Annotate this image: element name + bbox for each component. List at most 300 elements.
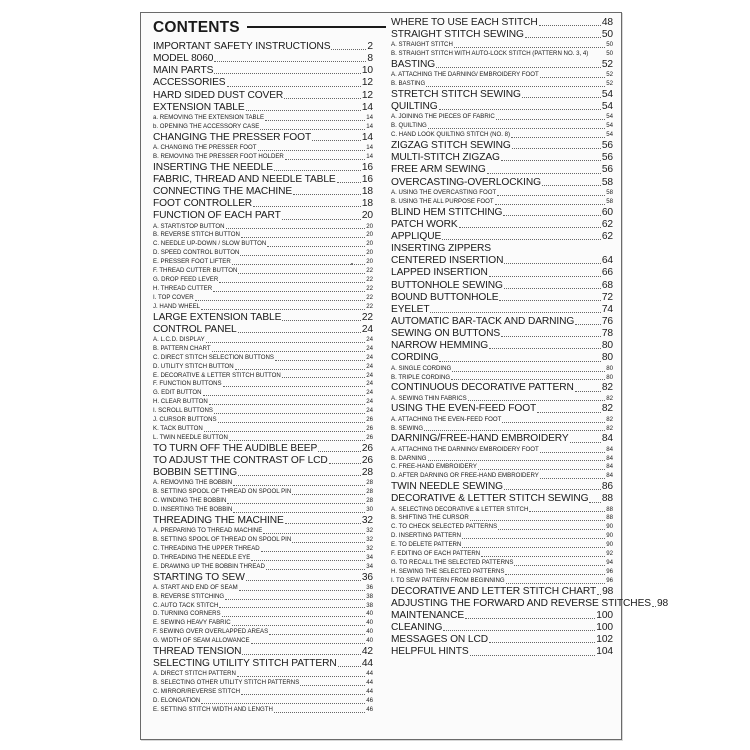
dot-leader (242, 654, 360, 655)
dot-leader (496, 119, 605, 120)
toc-entry-title: C. TO CHECK SELECTED PATTERNS (391, 523, 498, 531)
dot-leader (478, 469, 605, 470)
toc-subsection-entry (391, 365, 613, 374)
toc-entry-title: TO ADJUST THE CONTRAST OF LCD (153, 454, 328, 466)
toc-subsection-entry (153, 267, 373, 276)
toc-subsection-entry (391, 532, 613, 541)
toc-subsection-entry (153, 354, 373, 363)
toc-entry-page: 24 (366, 407, 373, 415)
toc-entry-page: 90 (606, 532, 613, 540)
dot-leader (214, 413, 365, 414)
toc-entry-page: 88 (606, 514, 613, 522)
dot-leader (238, 273, 365, 274)
toc-entry-title: NARROW HEMMING (391, 340, 489, 352)
toc-subsection-entry (153, 479, 373, 488)
toc-entry-page: 22 (366, 284, 373, 292)
dot-leader (489, 276, 601, 277)
dot-leader (481, 556, 605, 557)
toc-entry-page: 26 (366, 433, 373, 441)
toc-entry-title: E. SEWING HEAVY FABRIC (153, 619, 231, 627)
toc-section-entry (391, 267, 613, 279)
toc-entry-page: 102 (596, 634, 613, 646)
toc-entry-title: H. CLEAR BUTTON (153, 398, 208, 406)
dot-leader (454, 47, 605, 48)
toc-entry-title: D. INSERTING PATTERN (391, 532, 462, 540)
toc-entry-page: 76 (601, 315, 613, 327)
toc-section-entry (391, 280, 613, 292)
toc-entry-title: B. SELECTING OTHER UTILITY STITCH PATTERNS (153, 679, 300, 687)
toc-entry-title: A. ATTACHING THE DARNING/ EMBROIDERY FOOT (391, 445, 539, 453)
toc-entry-title: B. REMOVING THE PRESSER FOOT HOLDER (153, 152, 284, 160)
toc-entry-title: K. TACK BUTTON (153, 424, 203, 432)
toc-section-entry (391, 255, 613, 267)
toc-entry-title: G. DROP FEED LEVER (153, 275, 219, 283)
toc-entry-page: 50 (606, 41, 613, 49)
dot-leader (525, 37, 601, 38)
toc-entry-title: F. THREAD CUTTER BUTTON (153, 267, 238, 275)
dot-leader (539, 25, 601, 26)
toc-entry-page: 16 (361, 173, 373, 185)
dot-leader (237, 676, 365, 677)
dot-leader (213, 291, 365, 292)
toc-entry-title: B. TRIPLE CORDING (391, 373, 451, 381)
toc-entry-title: a. REMOVING THE EXTENSION TABLE (153, 113, 265, 121)
toc-entry-title: B. USING THE ALL PURPOSE FOOT (391, 197, 494, 205)
dot-leader (233, 485, 365, 486)
toc-entry-title: I. TOP COVER (153, 293, 194, 301)
toc-subsection-entry (153, 240, 373, 249)
toc-entry-title: D. ELONGATION (153, 697, 201, 705)
contents-header (153, 17, 386, 43)
toc-section-entry (391, 382, 613, 394)
toc-entry-page: 96 (606, 567, 613, 575)
toc-entry-page: 96 (606, 576, 613, 584)
toc-subsection-entry (391, 416, 613, 425)
toc-entry-page: 22 (366, 293, 373, 301)
toc-section-entry (391, 207, 613, 219)
dot-leader (502, 422, 605, 423)
toc-entry-page: 22 (361, 311, 373, 323)
toc-section-entry (153, 186, 373, 198)
toc-entry-page: 104 (596, 646, 613, 658)
toc-entry-title: B. PATTERN CHART (153, 344, 211, 352)
dot-leader (282, 320, 361, 321)
dot-leader (233, 512, 365, 513)
toc-entry-title: C. DIRECT STITCH SELECTION BUTTONS (153, 353, 274, 361)
toc-subsection-entry (153, 123, 373, 132)
toc-entry-title: LAPPED INSERTION (391, 267, 488, 279)
toc-entry-title: B. BASTING (391, 80, 426, 88)
toc-subsection-entry (153, 249, 373, 258)
toc-entry-title: DECORATIVE AND LETTER STITCH CHART (391, 585, 597, 597)
toc-left-column (153, 41, 373, 715)
dot-leader (501, 160, 601, 161)
toc-entry-page: 82 (606, 424, 613, 432)
toc-section-entry (391, 89, 613, 101)
dot-leader (442, 239, 601, 240)
dot-leader (226, 228, 366, 229)
toc-entry-title: F. SEWING OVER OVERLAPPED AREAS (153, 628, 269, 636)
dot-leader (514, 565, 605, 566)
toc-subsection-entry (153, 706, 373, 715)
toc-entry-page: 56 (601, 164, 613, 176)
toc-entry-page: 44 (366, 688, 373, 696)
toc-subsection-entry (153, 153, 373, 162)
toc-entry-page: 80 (601, 340, 613, 352)
toc-entry-title: H. SEWING THE SELECTED PATTERNS (391, 567, 505, 575)
dot-leader (261, 551, 366, 552)
dot-leader (511, 137, 605, 138)
page-title: CONTENTS (153, 19, 240, 36)
dot-leader (337, 182, 361, 183)
toc-entry-title: SEWING ON BUTTONS (391, 328, 501, 340)
toc-subsection-entry (153, 303, 373, 312)
toc-entry-page: 14 (361, 131, 373, 143)
toc-subsection-entry (391, 425, 613, 434)
toc-entry-page: 38 (366, 601, 373, 609)
toc-entry-title: A. SINGLE CORDING (391, 364, 452, 372)
toc-entry-page: 52 (606, 80, 613, 88)
dot-leader (253, 206, 361, 207)
toc-entry-page: 98 (656, 597, 669, 609)
dot-leader (232, 264, 365, 265)
dot-leader (452, 371, 605, 372)
toc-entry-page: 8 (367, 53, 373, 65)
toc-section-entry (391, 17, 613, 29)
toc-subsection-entry (153, 285, 373, 294)
dot-leader (540, 478, 605, 479)
toc-subsection-entry (153, 380, 373, 389)
toc-entry-title: D. AFTER DARNING OR FREE-HAND EMBROIDERY (391, 472, 539, 480)
toc-subsection-entry (391, 113, 613, 122)
toc-entry-title: B. STRAIGHT STITCH WITH AUTO-LOCK STITCH (PATTERN NO. 3, 4) (391, 50, 589, 58)
toc-entry-page: 78 (601, 328, 613, 340)
toc-subsection-entry (153, 506, 373, 515)
toc-right-column (391, 17, 669, 659)
toc-entry-page: 68 (601, 279, 613, 291)
toc-section-entry (391, 328, 613, 340)
toc-entry-title: FUNCTION OF EACH PART (153, 210, 281, 222)
toc-subsection-entry (153, 610, 373, 619)
toc-entry-title: I. TO SEW PATTERN FROM BEGINNING (391, 576, 505, 584)
toc-entry-page: 28 (361, 467, 373, 479)
toc-entry-title: C. WINDING THE BOBBIN (153, 497, 227, 505)
toc-entry-title: B. REVERSE STITCH BUTTON (153, 231, 240, 239)
dot-leader (206, 342, 366, 343)
toc-subsection-entry (153, 670, 373, 679)
dot-leader (597, 594, 601, 595)
toc-entry-page: 14 (366, 152, 373, 160)
toc-section-entry (391, 140, 613, 152)
title-rule (247, 26, 386, 28)
toc-subsection-entry (153, 497, 373, 506)
toc-section-entry (391, 352, 613, 364)
toc-entry-title: B. QUILTING (391, 122, 427, 130)
toc-entry-title: MULTI-STITCH ZIGZAG (391, 152, 500, 164)
toc-subsection-entry (391, 198, 613, 207)
dot-leader (209, 404, 365, 405)
toc-section-entry (153, 77, 373, 89)
dot-leader (439, 109, 601, 110)
dot-leader (241, 237, 365, 238)
dot-leader (282, 219, 361, 220)
toc-section-entry (391, 597, 669, 610)
toc-subsection-entry (153, 389, 373, 398)
toc-section-entry (391, 340, 613, 352)
toc-entry-page: 40 (366, 637, 373, 645)
toc-entry-page: 34 (366, 553, 373, 561)
toc-entry-page: 24 (366, 335, 373, 343)
toc-entry-page: 16 (361, 161, 373, 173)
dot-leader (428, 128, 605, 129)
toc-entry-page: 66 (601, 267, 613, 279)
dot-leader (219, 282, 365, 283)
toc-subsection-entry (153, 114, 373, 123)
toc-subsection-entry (391, 122, 613, 131)
toc-section-entry (153, 174, 373, 186)
toc-entry-page: 24 (366, 362, 373, 370)
toc-entry-page: 86 (601, 481, 613, 493)
toc-entry-page: 72 (601, 291, 613, 303)
toc-section-entry (391, 292, 613, 304)
dot-leader (269, 634, 365, 635)
toc-section-entry (153, 162, 373, 174)
toc-entry-title: CHANGING THE PRESSER FOOT (153, 131, 312, 143)
toc-entry-page: 92 (606, 550, 613, 558)
toc-entry-page: 44 (366, 670, 373, 678)
toc-entry-page: 32 (361, 514, 373, 526)
toc-entry-page: 36 (366, 583, 373, 591)
toc-entry-title: E. TO DELETE PATTERN (391, 541, 462, 549)
toc-entry-title: A. JOINING THE PIECES OF FABRIC (391, 113, 495, 121)
toc-entry-page: 54 (601, 89, 613, 101)
toc-section-entry (153, 646, 373, 658)
dot-leader (331, 49, 366, 50)
toc-entry-page: 48 (601, 17, 613, 28)
toc-entry-title: ADJUSTING THE FORWARD AND REVERSE STITCHES (391, 597, 651, 609)
dot-leader (263, 533, 365, 534)
toc-entry-title: FABRIC, THREAD AND NEEDLE TABLE (153, 173, 336, 185)
toc-entry-page: 90 (606, 541, 613, 549)
toc-entry-page: 14 (361, 101, 373, 113)
toc-entry-page: 24 (366, 380, 373, 388)
toc-subsection-entry (391, 463, 613, 472)
dot-leader (239, 590, 366, 591)
toc-entry-title: A. START/STOP BUTTON (153, 222, 225, 230)
toc-subsection-entry (153, 398, 373, 407)
dot-leader (260, 129, 365, 130)
dot-leader (246, 110, 361, 111)
toc-subsection-entry (391, 455, 613, 464)
toc-section-entry (391, 219, 613, 231)
toc-subsection-entry (153, 294, 373, 303)
dot-leader (246, 580, 361, 581)
toc-entry-page: 34 (366, 562, 373, 570)
dot-leader (284, 98, 361, 99)
dot-leader (497, 195, 605, 196)
toc-entry-title: TWIN NEEDLE SEWING (391, 481, 503, 493)
toc-section-entry (153, 65, 373, 77)
toc-subsection-entry (153, 593, 373, 602)
toc-entry-page: 12 (361, 89, 373, 101)
dot-leader (238, 475, 361, 476)
toc-section-entry (153, 198, 373, 210)
toc-entry-title: A. START AND END OF SEAM (153, 583, 238, 591)
dot-leader (451, 379, 605, 380)
toc-entry-title: C. AUTO TACK STITCH (153, 601, 219, 609)
toc-section-entry (391, 493, 613, 505)
toc-entry-page: 20 (366, 222, 373, 230)
toc-entry-page: 24 (366, 353, 373, 361)
dot-leader (465, 618, 595, 619)
toc-entry-title: E. DECORATIVE & LETTER STITCH BUTTON (153, 371, 281, 379)
dot-leader (204, 431, 365, 432)
toc-subsection-entry (153, 363, 373, 372)
toc-entry-title: A. USING THE OVERCASTING FOOT (391, 188, 497, 196)
dot-leader (274, 712, 365, 713)
dot-leader (214, 73, 361, 74)
toc-entry-page: 50 (606, 50, 613, 58)
toc-entry-title: EXTENSION TABLE (153, 101, 245, 113)
toc-entry-page: 20 (366, 249, 373, 257)
toc-entry-page: 28 (366, 488, 373, 496)
dot-leader (338, 666, 361, 667)
toc-entry-page: 58 (606, 188, 613, 196)
dot-leader (300, 685, 365, 686)
toc-section-entry (391, 646, 613, 658)
toc-entry-title: BASTING (391, 59, 436, 71)
toc-entry-title: WHERE TO USE EACH STITCH (391, 17, 538, 28)
toc-section-entry (391, 403, 613, 415)
dot-leader (293, 194, 361, 195)
toc-entry-page: 14 (366, 122, 373, 130)
dot-leader (274, 170, 361, 171)
dot-leader (428, 460, 606, 461)
toc-entry-title: D. THREADING THE NEEDLE EYE (153, 553, 251, 561)
toc-section-entry (391, 316, 613, 328)
toc-entry-page: 24 (366, 389, 373, 397)
toc-subsection-entry (153, 345, 373, 354)
toc-entry-title: C. NEEDLE UP-DOWN / SLOW BUTTON (153, 240, 267, 248)
toc-section-entry (391, 586, 613, 598)
toc-section-entry (153, 102, 373, 114)
toc-subsection-entry (153, 602, 373, 611)
toc-entry-title: A. CHANGING THE PRESSER FOOT (153, 143, 257, 151)
toc-section-entry (391, 243, 613, 255)
toc-entry-title: CORDING (391, 352, 439, 364)
dot-leader (258, 150, 366, 151)
toc-entry-page: 52 (601, 59, 613, 71)
dot-leader (487, 173, 601, 174)
manual-page (140, 12, 669, 740)
toc-entry-title: BOUND BUTTONHOLE (391, 291, 499, 303)
dot-leader (512, 148, 601, 149)
toc-entry-page: 84 (606, 454, 613, 462)
toc-entry-title: BOBBIN SETTING (153, 467, 238, 479)
toc-subsection-entry (153, 527, 373, 536)
toc-entry-page: 50 (601, 29, 613, 41)
toc-entry-title: B. SETTING SPOOL OF THREAD ON SPOOL PIN (153, 535, 292, 543)
dot-leader (201, 309, 365, 310)
toc-section-entry (391, 634, 613, 646)
dot-leader (570, 442, 601, 443)
toc-subsection-entry (391, 472, 613, 481)
toc-entry-title: A. SELECTING DECORATIVE & LETTER STITCH (391, 505, 529, 513)
toc-entry-title: MAINTENANCE (391, 610, 465, 621)
toc-entry-title: STRAIGHT STITCH SEWING (391, 29, 524, 41)
toc-subsection-entry (153, 258, 373, 267)
dot-leader (201, 703, 365, 704)
toc-entry-title: CONTINUOUS DECORATIVE PATTERN (391, 382, 574, 394)
dot-leader (251, 560, 365, 561)
toc-subsection-entry (391, 506, 613, 515)
toc-entry-title: IMPORTANT SAFETY INSTRUCTIONS (153, 41, 331, 52)
toc-section-entry (391, 59, 613, 71)
toc-entry-page: 26 (366, 416, 373, 424)
toc-subsection-entry (391, 523, 613, 532)
toc-section-entry (153, 467, 373, 479)
toc-entry-page: 40 (366, 619, 373, 627)
toc-entry-title: E. PRESSER FOOT LIFTER (153, 258, 231, 266)
dot-leader (468, 400, 605, 401)
dot-leader (462, 538, 605, 539)
toc-entry-page: 46 (366, 705, 373, 713)
toc-subsection-entry (391, 559, 613, 568)
dot-leader (540, 452, 605, 453)
toc-section-entry (153, 53, 373, 65)
toc-entry-title: A. REMOVING THE BOBBIN (153, 479, 233, 487)
toc-entry-title: STRETCH STITCH SEWING (391, 89, 521, 101)
toc-entry-page: 82 (606, 394, 613, 402)
dot-leader (329, 463, 361, 464)
toc-subsection-entry (391, 568, 613, 577)
toc-subsection-entry (153, 697, 373, 706)
dot-leader (589, 502, 600, 503)
toc-entry-page: 60 (601, 206, 613, 218)
toc-subsection-entry (153, 231, 373, 240)
dot-leader (443, 630, 595, 631)
dot-leader (227, 503, 365, 504)
toc-entry-page: 22 (366, 302, 373, 310)
toc-subsection-entry (391, 189, 613, 198)
dot-leader (537, 412, 601, 413)
toc-entry-page: 40 (366, 610, 373, 618)
dot-leader (436, 67, 601, 68)
toc-subsection-entry (153, 223, 373, 232)
toc-entry-title: A. L.C.D. DISPLAY (153, 335, 205, 343)
toc-entry-title: MESSAGES ON LCD (391, 634, 489, 646)
dot-leader (275, 360, 365, 361)
dot-leader (495, 204, 606, 205)
dot-leader (575, 324, 601, 325)
toc-section-entry (391, 152, 613, 164)
dot-leader (240, 255, 365, 256)
toc-section-entry (153, 455, 373, 467)
toc-subsection-entry (391, 374, 613, 383)
toc-entry-page: 64 (601, 255, 613, 267)
toc-entry-page: 22 (366, 267, 373, 275)
toc-entry-page: 20 (366, 240, 373, 248)
toc-subsection-entry (391, 577, 613, 586)
toc-entry-title: H. THREAD CUTTER (153, 284, 213, 292)
toc-entry-title: I. SCROLL BUTTONS (153, 407, 213, 415)
toc-entry-title: BUTTONHOLE SEWING (391, 279, 503, 291)
dot-leader (292, 494, 365, 495)
toc-entry-title: QUILTING (391, 101, 438, 113)
toc-entry-page: 20 (361, 210, 373, 222)
dot-leader (212, 351, 366, 352)
dot-leader (312, 140, 361, 141)
